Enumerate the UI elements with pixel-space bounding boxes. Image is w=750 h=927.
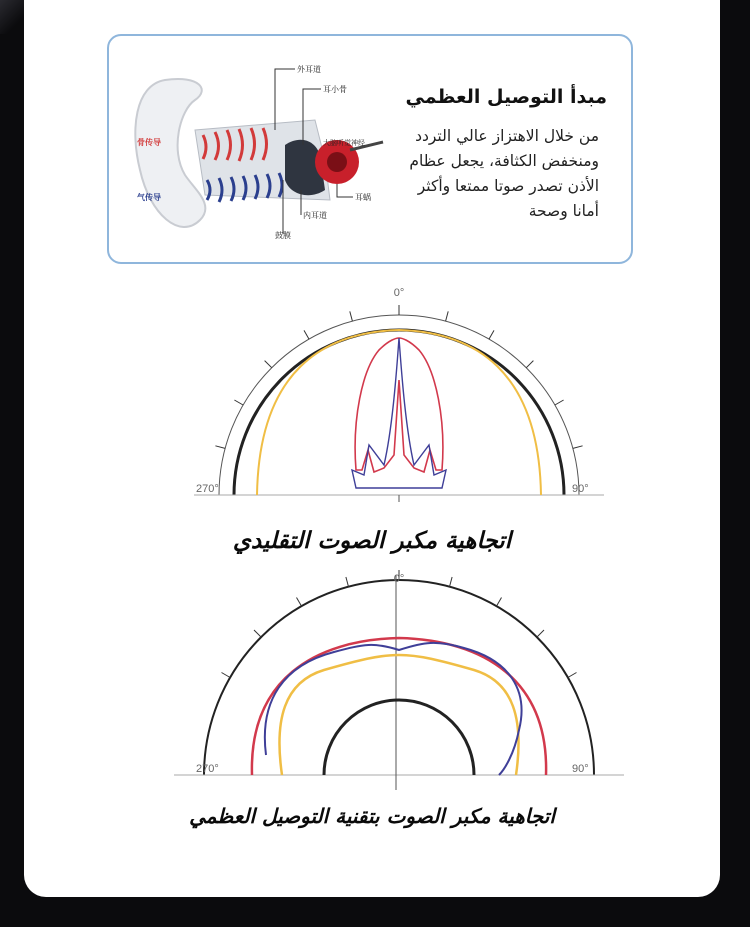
label-outer-ear-canal: 外耳道 — [297, 65, 321, 74]
label-0-degrees: 0° — [393, 573, 405, 585]
label-inner-ear-canal: 内耳道 — [303, 211, 327, 220]
label-0-degrees: 0° — [393, 287, 405, 299]
label-bone-conduction: 骨传导 — [137, 138, 161, 147]
yellow-pattern — [257, 330, 541, 495]
bone-conduction-polar-diagram — [174, 560, 624, 790]
label-cochlea: 耳蜗 — [355, 193, 371, 202]
red-pattern — [252, 638, 546, 775]
label-auditory-nerve: 大脑听觉神经 — [323, 140, 365, 147]
outer-arc — [204, 580, 594, 775]
blue-pattern — [352, 338, 446, 488]
traditional-speaker-polar-diagram — [174, 280, 624, 510]
label-ossicles: 耳小骨 — [323, 85, 347, 94]
label-eardrum: 鼓膜 — [275, 231, 291, 240]
traditional-speaker-caption: اتجاهية مكبر الصوت التقليدي — [232, 528, 512, 554]
label-270-degrees: 270° — [196, 763, 219, 775]
ear-diagram — [125, 50, 387, 250]
bone-conduction-speaker-caption: اتجاهية مكبر الصوت بتقنية التوصيل العظمي — [189, 804, 555, 828]
reference-circle — [234, 330, 564, 495]
principle-title: مبدأ التوصيل العظمي — [405, 86, 607, 108]
polar-grid — [194, 305, 604, 502]
outer-ear-shape — [135, 79, 205, 227]
black-pattern — [324, 700, 474, 775]
polar-grid — [174, 570, 624, 790]
angle-ticks — [215, 305, 582, 448]
label-90-degrees: 90° — [572, 483, 589, 495]
label-air-conduction: 气传导 — [137, 193, 161, 202]
principle-description: من خلال الاهتزاز عالي التردد ومنخفض الكثافة، يجعل عظام الأذن تصدر صوتا ممتعا وأكثر أمانا وصحة — [409, 127, 599, 220]
yellow-pattern — [279, 655, 518, 775]
cochlea-inner — [327, 152, 347, 172]
bone-conduction-principle-box — [107, 34, 633, 264]
label-270-degrees: 270° — [196, 483, 219, 495]
label-90-degrees: 90° — [572, 763, 589, 775]
content-card — [24, 0, 720, 897]
